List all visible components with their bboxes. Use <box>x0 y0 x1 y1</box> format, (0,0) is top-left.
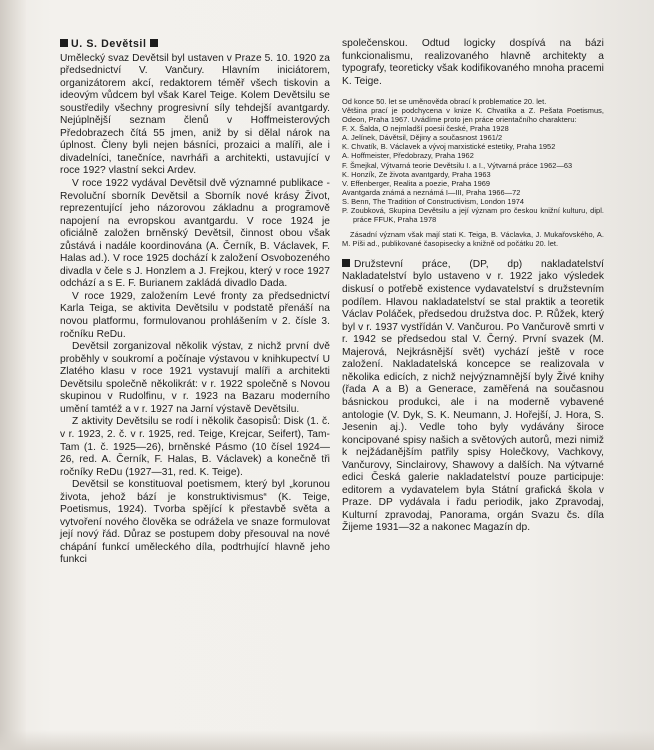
square-bullet-icon <box>150 39 158 47</box>
reference-item: S. Benn, The Tradition of Constructivism, London 1974 <box>342 196 525 206</box>
reference-item: K. Honzík, Ze života avantgardy, Praha 1963 <box>342 169 491 179</box>
book-spine-shadow <box>0 0 26 750</box>
reference-item: V. Effenberger, Realita a poezie, Praha 1969 <box>342 178 491 188</box>
paragraph: V roce 1929, založením Levé fronty za předsednictví Karla Teiga, se aktivita Devětsilu v podstatě přenáší na novou platformu, formulovanou prohlášením v 2. čísle 3. ročníku ReDu. <box>60 290 330 340</box>
paragraph: Devětsil zorganizoval několik výstav, z nichž první dvě proběhly v soukromí a počínaje výstavou v knihkupectví U Zlatého klasu v roce 1921 vystavují malíři a architekti Devětsilu společně několikrát: v r. 1922 společně s Novou skupinou v Rudolfinu, v r. 1923 na Bazaru moderního umění tamtéž a v r. 1927 na Jarní výstavě Devětsilu. <box>60 341 330 415</box>
reference-item: F. Šmejkal, Výtvarná teorie Devětsilu I. a I., Výtvarná práce 1962—63 <box>342 160 573 170</box>
reference-item: Avantgarda známá a neznámá I—III, Praha 1966—72 <box>342 187 521 197</box>
paragraph: Umělecký svaz Devětsil byl ustaven v Praze 5. 10. 1920 za předsednictví V. Vančury. Hlavním iniciátorem, organizátorem akcí, redaktorem téměř všech tiskovin a ideovým vůdcem byl však Karel Teige. Kolem Devětsilu se soustředily všechny progresivní síly tehdejší avantgardy. Nejúplnější seznam členů v Hoffmeisterových Předobrazech čítá 55 jmen, aniž by si dělal nárok na úplnost. Členy byli nejen básníci, prozaici a malíři, ale i divadelníci, tanečníce, navrháři a architekti, ustavující v roce 192? vlastní sekci Ardev. <box>60 52 330 177</box>
page-bottom-shadow <box>0 730 654 750</box>
reference-item: K. Chvatík, B. Václavek a vývoj marxistické estetiky, Praha 1952 <box>342 142 556 152</box>
section-heading <box>60 38 330 51</box>
reference-item: A. Hoffmeister, Předobrazy, Praha 1962 <box>342 151 474 161</box>
square-bullet-icon <box>342 259 350 267</box>
reference-item: A. Jelínek, Dávětsil, Dějiny a současnost 1961/2 <box>342 133 503 143</box>
right-column <box>342 38 604 535</box>
square-bullet-icon <box>60 39 68 47</box>
section2-text: Družstevní práce, (DP, dp) nakladatelství Nakladatelství bylo ustaveno v r. 1922 jako výsledek diskusí o potřebě existence vydavatelství s družstevním podílem. Hlavou nakladatelství se stal praktik a teoretik Václav Poláček, předsedou družstva doc. P. Růžek, který byl v r. 1937 vystřídán V. Vančurou. Po Vančurově smrti v r. 1942 se předsedou stal V. Černý. První svazek (M. Majerová, Nejkrásnější svět) vychází ještě v roce založení. Nakladatelská koncepce se realizovala v několika edicích, z nichž nejvýznamnější byly Živé knihy (řada A a B) a Generace, zaměřená na současnou básnickou produkci, ale i na moderně vybavené antologie (V. Dyk, S. K. Neumann, J. Hořejší, J. Hora, S. Jesenin aj.). Vedle toho byly vydávány široce koncipované spisy našich a světových autorů, mezi nimiž k nejžádanějším patřily spisy Holečkovy, Vachkovy, Vančurovy, Sinclairovy, Shawovy a dalších. Na výtvarné edici Česká galerie nakladatelství pouze participuje: editorem a vydavatelem byla Státní grafická škola v Praze. DP vydávala i řadu periodik, jako Zpravodaj, Kulturní zpravodaj, Panorama, orgán Svazu čs. díla Žijeme 1931—32 a nakonec Magazín dp. <box>342 258 604 534</box>
notes-final: Zásadní význam však mají stati K. Teiga, B. Václavka, J. Mukařovského, A. M. Píši ad., publikované časopisecky a knižně od počátku 20. let. <box>342 229 604 248</box>
reference-item: P. Zoubková, Skupina Devětsilu a její význam pro českou knižní kulturu, dipl. práce FFUK, Praha 1978 <box>342 205 604 224</box>
reference-item: F. X. Šalda, O nejmladší poesii české, Praha 1928 <box>342 124 509 134</box>
notes-intro: Většina prací je podchycena v knize K. Chvatíka a Z. Pešata Poetismus, Odeon, Praha 1967. Uvádíme proto jen práce orientačního charakteru: <box>342 106 604 125</box>
paragraph: V roce 1922 vydával Devětsil dvě významné publikace - Revoluční sborník Devětsil a Sborník nové krásy Život, reprezentující jeho názorovou základnu a programově napojení na evropskou avantgardu. V roce 1924 je oficiálně založen brněnský Devětsil, činnost obou však zůstává i nadále koordinována (A. Černík, B. Václavek, F. Halas ad.). V roce 1925 dochází k založení Osvobozeného divadla v čele s J. Honzlem a J. Frejkou, který v roce 1927 odchází a s E. F. Burianem zakládá divadlo Dada. <box>60 178 330 290</box>
paragraph: Z aktivity Devětsilu se rodí i několik časopisů: Disk (1. č. v r. 1923, 2. č. v r. 1925, red. Teige, Krejcar, Seifert), Tam-Tam (1. č. 1925—26), brněnské Pásmo (10 čísel 1924—26, red. A. Černík, F. Halas, B. Václavek) a konečně tři ročníky ReDu (1927—31, red. K. Teige). <box>60 416 330 478</box>
left-column <box>60 38 330 567</box>
paragraph-continuation: společenskou. Odtud logicky dospívá na bázi funkcionalismu, realizovaného hlavně architekty a typografy, teoreticky však kodifikovaného mnoha pracemi K. Teige. <box>342 38 604 87</box>
section2-paragraph <box>342 259 604 535</box>
notes-intro: Od konce 50. let se uměnověda obrací k problematice 20. let. <box>342 97 547 107</box>
section-heading-text: U. S. Devětsil <box>71 38 147 50</box>
bibliography-notes <box>342 97 604 248</box>
paragraph: Devětsil se konstituoval poetismem, který byl „korunou života, jehož bází je konstruktivismus“ (K. Teige, Poetismus, 1924). Tvorba spějící k přestavbě světa a vytvoření nového člověka se odrážela ve snaze formulovat její nový řád. Důraz se postupem doby přesouval na nové chápání funkcí uměleckého díla, podtrhující hlavně jeho funkci <box>60 479 330 566</box>
